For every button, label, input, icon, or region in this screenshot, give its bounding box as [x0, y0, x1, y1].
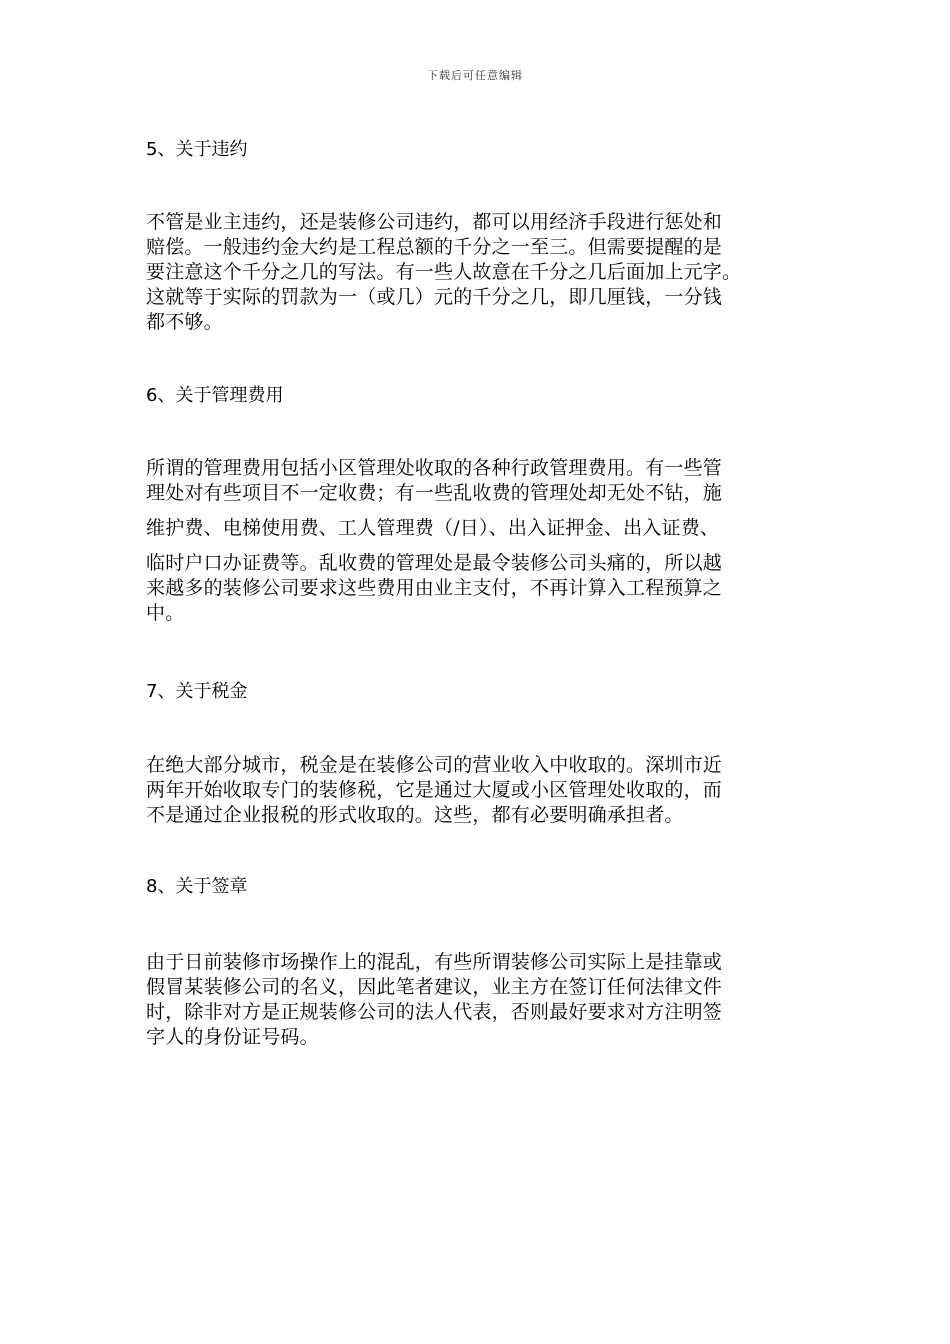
paragraph-line: 来越多的装修公司要求这些费用由业主支付，不再计算入工程预算之 [146, 577, 723, 599]
paragraph-line: 要注意这个千分之几的写法。有一些人故意在千分之几后面加上元字。 [146, 261, 742, 283]
paragraph-line: 由于日前装修市场操作上的混乱，有些所谓装修公司实际上是挂靠或 [146, 951, 723, 973]
paragraph-line: 所谓的管理费用包括小区管理处收取的各种行政管理费用。有一些管 [146, 457, 723, 479]
paragraph-line: 都不够。 [146, 311, 223, 333]
section-heading-management-fees: 6、关于管理费用 [146, 385, 284, 406]
paragraph-line: 中。 [146, 602, 185, 624]
paragraph-line: 假冒某装修公司的名义，因此笔者建议，业主方在签订任何法律文件 [146, 976, 723, 998]
section-body-signature [146, 950, 826, 1050]
paragraph-line: 在绝大部分城市，税金是在装修公司的营业收入中收取的。深圳市近 [146, 754, 723, 776]
section-body-management-fees [146, 456, 826, 626]
section-heading-signature: 8、关于签章 [146, 876, 248, 897]
paragraph-line: 赔偿。一般违约金大约是工程总额的千分之一至三。但需要提醒的是 [146, 236, 723, 258]
paragraph-line: 维护费、电梯使用费、工人管理费（/日）、出入证押金、出入证费、 [146, 517, 720, 539]
paragraph-line: 不管是业主违约，还是装修公司违约，都可以用经济手段进行惩处和 [146, 211, 723, 233]
section-heading-breach: 5、关于违约 [146, 139, 248, 160]
paragraph-line: 这就等于实际的罚款为一（或几）元的千分之几，即几厘钱，一分钱 [146, 286, 723, 308]
section-body-taxes [146, 753, 826, 828]
paragraph-line: 不是通过企业报税的形式收取的。这些，都有必要明确承担者。 [146, 804, 684, 826]
paragraph-line: 时，除非对方是正规装修公司的法人代表，否则最好要求对方注明签 [146, 1001, 723, 1023]
section-body-breach [146, 210, 826, 335]
paragraph-line: 临时户口办证费等。乱收费的管理处是最令装修公司头痛的，所以越 [146, 552, 723, 574]
paragraph-line: 理处对有些项目不一定收费；有一些乱收费的管理处却无处不钻，施 [146, 482, 723, 504]
paragraph-line: 字人的身份证号码。 [146, 1026, 319, 1048]
paragraph-line: 两年开始收取专门的装修税，它是通过大厦或小区管理处收取的，而 [146, 779, 723, 801]
page-header-note: 下载后可任意编辑 [427, 69, 523, 82]
section-heading-taxes: 7、关于税金 [146, 681, 248, 702]
